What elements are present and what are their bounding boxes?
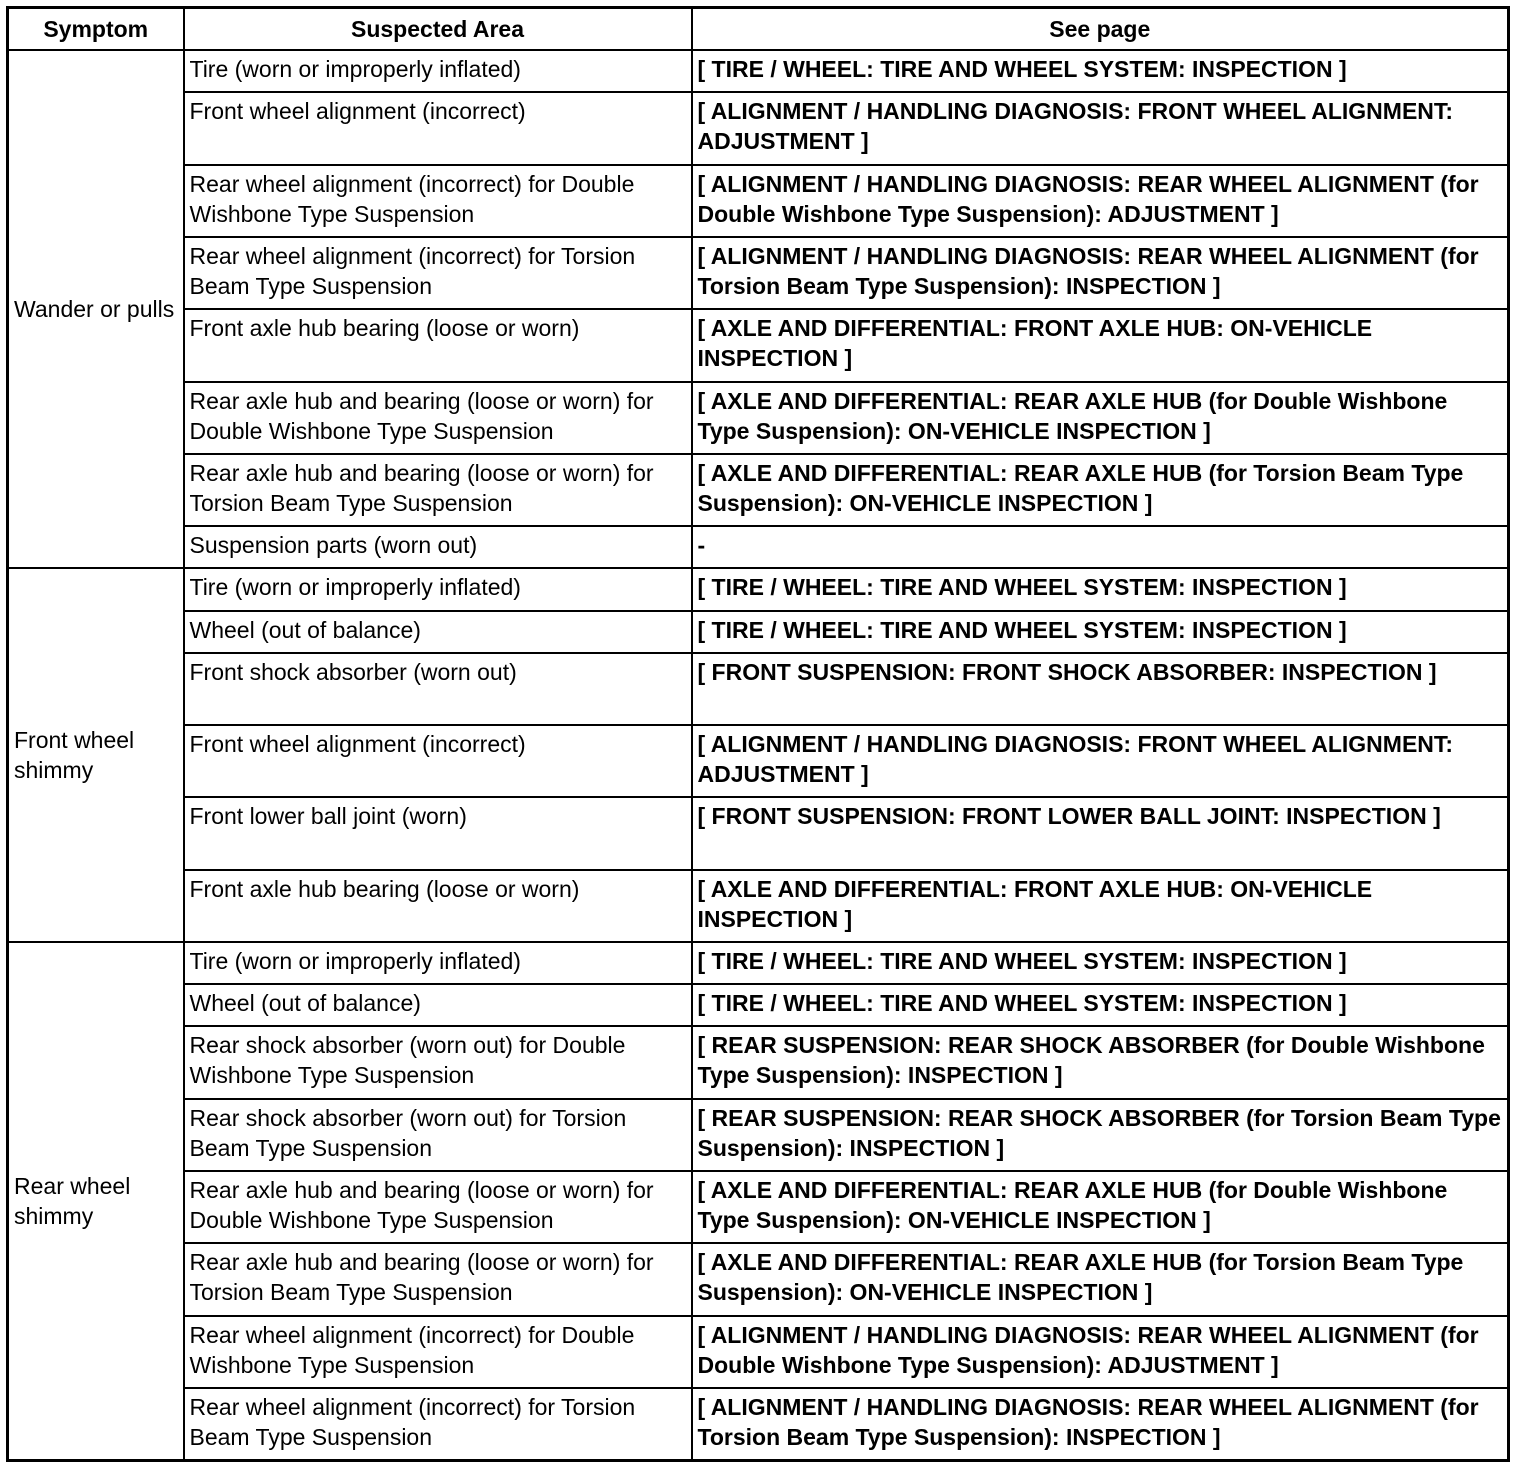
table-row [8, 1316, 1509, 1388]
suspected-area-cell: Rear wheel alignment (incorrect) for Double Wishbone Type Suspension [184, 1316, 692, 1388]
see-page-cell: [ AXLE AND DIFFERENTIAL: REAR AXLE HUB (for Double Wishbone Type Suspension): ON-VEHICLE INSPECTION ] [692, 1171, 1509, 1243]
symptom-cell: Front wheel shimmy [8, 568, 184, 942]
see-page-cell: [ REAR SUSPENSION: REAR SHOCK ABSORBER (for Double Wishbone Type Suspension): INSPECTION ] [692, 1026, 1509, 1098]
see-page-cell: [ FRONT SUSPENSION: FRONT SHOCK ABSORBER: INSPECTION ] [692, 653, 1509, 725]
table-row [8, 1026, 1509, 1098]
see-page-cell: [ AXLE AND DIFFERENTIAL: FRONT AXLE HUB: ON-VEHICLE INSPECTION ] [692, 870, 1509, 942]
table-row [8, 653, 1509, 725]
table-row [8, 611, 1509, 653]
table-row [8, 984, 1509, 1026]
see-page-cell: [ AXLE AND DIFFERENTIAL: FRONT AXLE HUB: ON-VEHICLE INSPECTION ] [692, 309, 1509, 381]
symptom-cell: Wander or pulls [8, 50, 184, 568]
suspected-area-cell: Rear wheel alignment (incorrect) for Torsion Beam Type Suspension [184, 1388, 692, 1460]
suspected-area-cell: Suspension parts (worn out) [184, 526, 692, 568]
table-row [8, 92, 1509, 164]
table-row [8, 942, 1509, 984]
see-page-cell: [ TIRE / WHEEL: TIRE AND WHEEL SYSTEM: INSPECTION ] [692, 942, 1509, 984]
table-header [8, 8, 1509, 51]
suspected-area-cell: Rear axle hub and bearing (loose or worn) for Torsion Beam Type Suspension [184, 454, 692, 526]
see-page-cell: [ ALIGNMENT / HANDLING DIAGNOSIS: REAR WHEEL ALIGNMENT (for Double Wishbone Type Suspension): ADJUSTMENT ] [692, 1316, 1509, 1388]
symptom-cell: Rear wheel shimmy [8, 942, 184, 1460]
see-page-header: See page [692, 8, 1509, 51]
table-row [8, 1099, 1509, 1171]
suspected-area-cell: Rear axle hub and bearing (loose or worn) for Torsion Beam Type Suspension [184, 1243, 692, 1315]
suspected-area-cell: Front wheel alignment (incorrect) [184, 92, 692, 164]
see-page-cell: [ AXLE AND DIFFERENTIAL: REAR AXLE HUB (for Torsion Beam Type Suspension): ON-VEHICLE INSPECTION ] [692, 454, 1509, 526]
suspected-area-cell: Wheel (out of balance) [184, 611, 692, 653]
suspected-area-cell: Tire (worn or improperly inflated) [184, 568, 692, 610]
see-page-cell: - [692, 526, 1509, 568]
see-page-cell: [ TIRE / WHEEL: TIRE AND WHEEL SYSTEM: INSPECTION ] [692, 984, 1509, 1026]
suspected-area-cell: Rear shock absorber (worn out) for Double Wishbone Type Suspension [184, 1026, 692, 1098]
suspected-area-cell: Rear axle hub and bearing (loose or worn) for Double Wishbone Type Suspension [184, 1171, 692, 1243]
table-body [8, 50, 1509, 1461]
suspected-area-cell: Front axle hub bearing (loose or worn) [184, 870, 692, 942]
see-page-cell: [ ALIGNMENT / HANDLING DIAGNOSIS: FRONT WHEEL ALIGNMENT: ADJUSTMENT ] [692, 725, 1509, 797]
see-page-cell: [ TIRE / WHEEL: TIRE AND WHEEL SYSTEM: INSPECTION ] [692, 568, 1509, 610]
diagnosis-table [6, 6, 1510, 1462]
suspected-area-cell: Front shock absorber (worn out) [184, 653, 692, 725]
table-row [8, 797, 1509, 869]
see-page-cell: [ ALIGNMENT / HANDLING DIAGNOSIS: REAR WHEEL ALIGNMENT (for Torsion Beam Type Suspension): INSPECTION ] [692, 1388, 1509, 1460]
suspected-area-cell: Tire (worn or improperly inflated) [184, 942, 692, 984]
suspected-area-cell: Front lower ball joint (worn) [184, 797, 692, 869]
see-page-cell: [ TIRE / WHEEL: TIRE AND WHEEL SYSTEM: INSPECTION ] [692, 50, 1509, 92]
table-row [8, 526, 1509, 568]
table-row [8, 382, 1509, 454]
suspected-area-cell: Tire (worn or improperly inflated) [184, 50, 692, 92]
table-row [8, 165, 1509, 237]
table-row [8, 568, 1509, 610]
symptom-header: Symptom [8, 8, 184, 51]
table-row [8, 237, 1509, 309]
see-page-cell: [ TIRE / WHEEL: TIRE AND WHEEL SYSTEM: INSPECTION ] [692, 611, 1509, 653]
header-row [8, 8, 1509, 51]
see-page-cell: [ REAR SUSPENSION: REAR SHOCK ABSORBER (for Torsion Beam Type Suspension): INSPECTION ] [692, 1099, 1509, 1171]
suspected-area-cell: Rear axle hub and bearing (loose or worn) for Double Wishbone Type Suspension [184, 382, 692, 454]
suspected-area-cell: Wheel (out of balance) [184, 984, 692, 1026]
table-row [8, 1388, 1509, 1460]
suspected-area-cell: Rear wheel alignment (incorrect) for Double Wishbone Type Suspension [184, 165, 692, 237]
table-row [8, 1171, 1509, 1243]
see-page-cell: [ AXLE AND DIFFERENTIAL: REAR AXLE HUB (for Torsion Beam Type Suspension): ON-VEHICLE INSPECTION ] [692, 1243, 1509, 1315]
suspected-area-cell: Front axle hub bearing (loose or worn) [184, 309, 692, 381]
table-row [8, 725, 1509, 797]
suspected-area-header: Suspected Area [184, 8, 692, 51]
table-row [8, 870, 1509, 942]
see-page-cell: [ ALIGNMENT / HANDLING DIAGNOSIS: REAR WHEEL ALIGNMENT (for Double Wishbone Type Suspension): ADJUSTMENT ] [692, 165, 1509, 237]
see-page-cell: [ AXLE AND DIFFERENTIAL: REAR AXLE HUB (for Double Wishbone Type Suspension): ON-VEHICLE INSPECTION ] [692, 382, 1509, 454]
see-page-cell: [ ALIGNMENT / HANDLING DIAGNOSIS: REAR WHEEL ALIGNMENT (for Torsion Beam Type Suspension): INSPECTION ] [692, 237, 1509, 309]
suspected-area-cell: Front wheel alignment (incorrect) [184, 725, 692, 797]
table-row [8, 50, 1509, 92]
table-row [8, 1243, 1509, 1315]
table-row [8, 309, 1509, 381]
suspected-area-cell: Rear shock absorber (worn out) for Torsion Beam Type Suspension [184, 1099, 692, 1171]
suspected-area-cell: Rear wheel alignment (incorrect) for Torsion Beam Type Suspension [184, 237, 692, 309]
see-page-cell: [ FRONT SUSPENSION: FRONT LOWER BALL JOINT: INSPECTION ] [692, 797, 1509, 869]
table-row [8, 454, 1509, 526]
see-page-cell: [ ALIGNMENT / HANDLING DIAGNOSIS: FRONT WHEEL ALIGNMENT: ADJUSTMENT ] [692, 92, 1509, 164]
